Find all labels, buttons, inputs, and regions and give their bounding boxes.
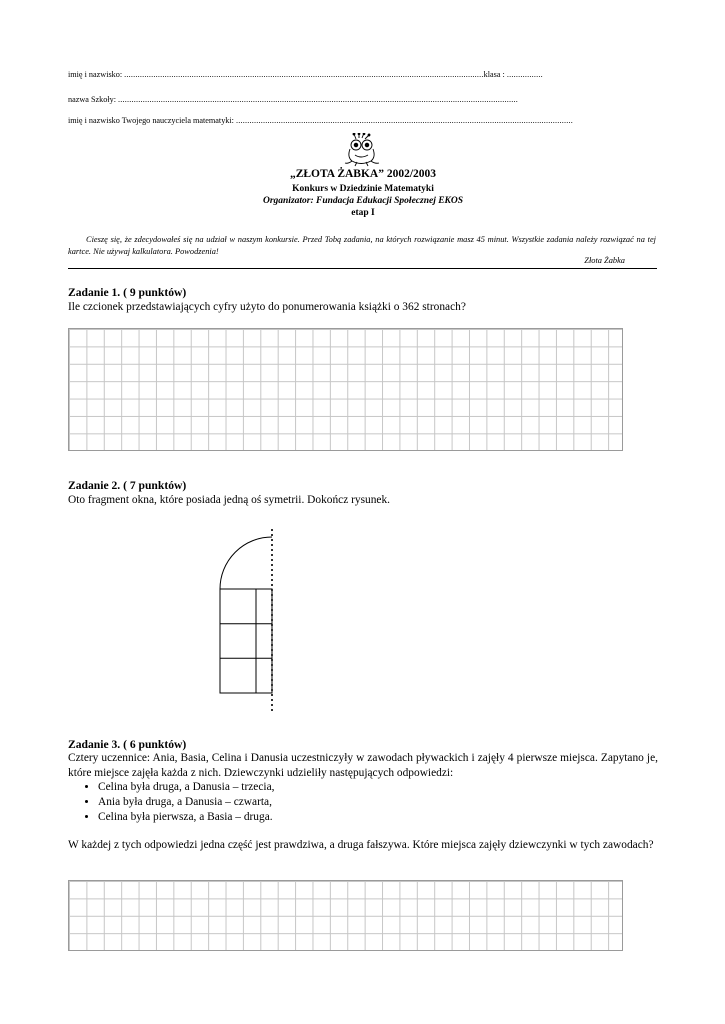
task-1-answer-grid[interactable]: [68, 328, 623, 451]
contest-title: „ZŁOTA ŻABKA” 2002/2003: [289, 168, 437, 180]
answer-2: • Ania była druga, a Danusia – czwarta,: [98, 795, 274, 810]
divider: [68, 268, 657, 269]
class-dots[interactable]: ................: [506, 70, 543, 79]
teacher-label: imię i nazwisko Twojego nauczyciela matematyki:: [68, 116, 234, 125]
name-dots: ................................................................................................................................................................: [124, 70, 484, 79]
task-3-answer-grid[interactable]: [68, 880, 623, 951]
task-1-text: Ile czcionek przedstawiających cyfry użyto do ponumerowania książki o 362 stronach?: [68, 301, 466, 313]
name-field[interactable]: [68, 70, 543, 79]
name-label: imię i nazwisko:: [68, 70, 123, 79]
task-3-text: Cztery uczennice: Ania, Basia, Celina i Danusia uczestniczyły w zawodach pływackich i zajęły 4 pierwsze miejsca. Zapytano je, które miejsce zajęła każda z nich. Dziewczynki udzieliły następujących odpowiedzi:: [68, 752, 658, 779]
stage-line: etap I: [351, 208, 375, 218]
answer-3: • Celina była pierwsza, a Basia – druga.: [98, 810, 274, 825]
school-dots: ..................................................................................................................................................................................: [118, 95, 518, 104]
frog-logo-icon: [342, 133, 382, 167]
intro-text: Cieszę się, że zdecydowałeś się na udział w naszym konkursie. Przed Tobą zadania, na których rozwiązanie masz 45 minut. Wszystkie zadania należy rozwiązać na tej kartce. Nie używaj kalkulatora. Powodzenia!: [68, 235, 656, 256]
teacher-dots: ......................................................................................................................................................: [235, 116, 574, 125]
window-fragment-drawing[interactable]: [210, 527, 290, 713]
organizer-line: Organizator: Fundacja Edukacji Społecznej EKOS: [262, 196, 464, 206]
signature: Złota Żabka: [584, 256, 625, 265]
task-2-title: Zadanie 2. ( 7 punktów): [68, 479, 187, 492]
task-3-title: Zadanie 3. ( 6 punktów): [68, 738, 187, 751]
answers-list: [68, 780, 274, 825]
class-label: klasa :: [483, 70, 505, 79]
school-label: nazwa Szkoły:: [68, 95, 116, 104]
task-2-text: Oto fragment okna, które posiada jedną oś symetrii. Dokończ rysunek.: [68, 494, 391, 506]
school-field[interactable]: [68, 95, 518, 104]
contest-subtitle: Konkurs w Dziedzinie Matematyki: [292, 184, 434, 194]
answer-1: • Celina była druga, a Danusia – trzecia,: [98, 780, 274, 795]
window-arch: [220, 537, 272, 589]
task-1-title: Zadanie 1. ( 9 punktów): [68, 286, 187, 299]
teacher-field[interactable]: [68, 116, 573, 125]
task-3-question: W każdej z tych odpowiedzi jedna część jest prawdziwa, a druga fałszywa. Które miejsca zajęły dziewczynki w tych zawodach?: [68, 839, 654, 851]
window-frame: [220, 589, 272, 693]
